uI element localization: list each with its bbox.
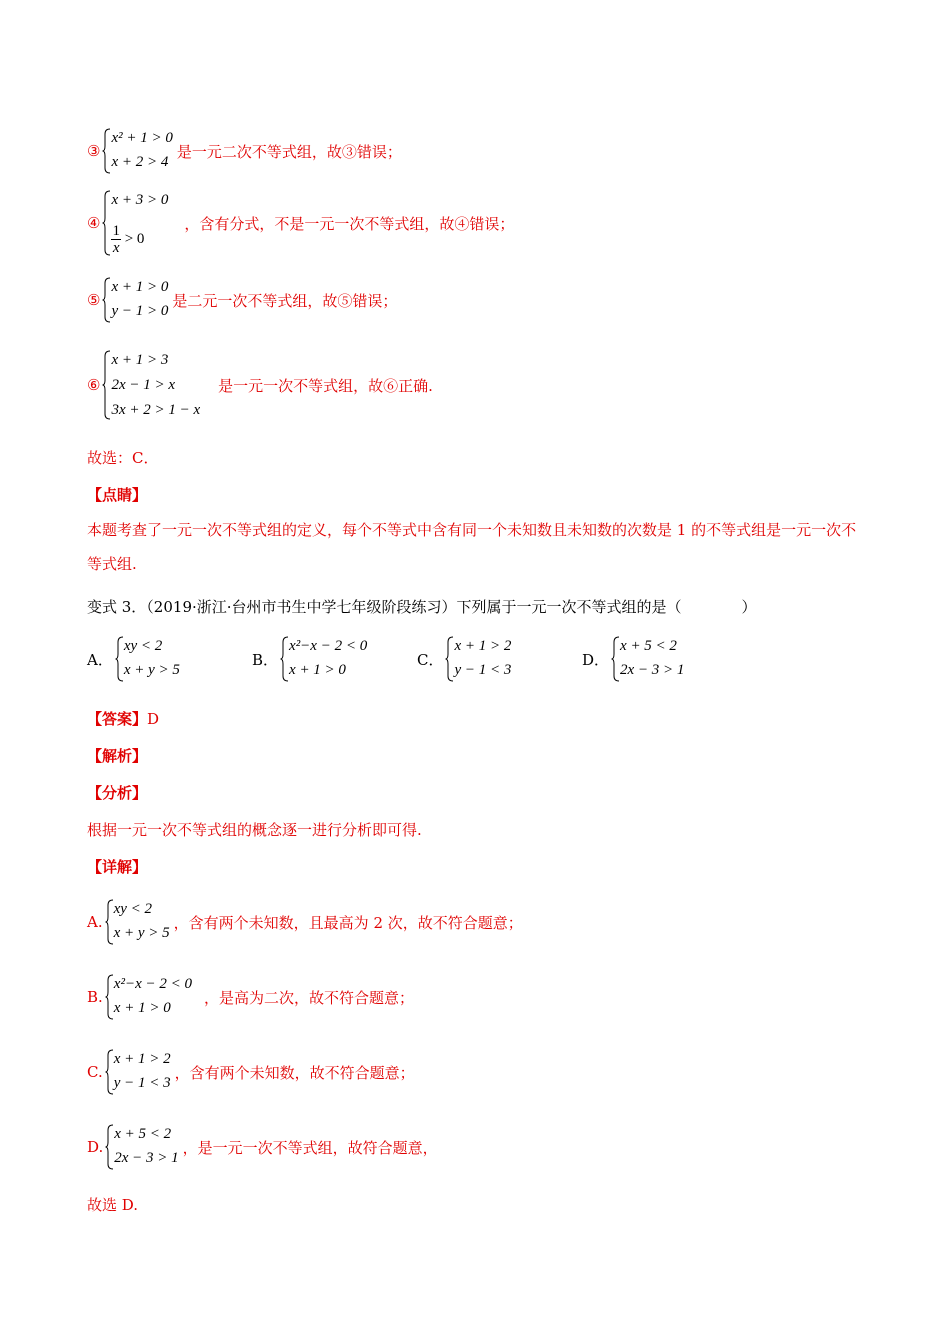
question-text: 变式 3．（2019·浙江·台州市书生中学七年级阶段练习）下列属于一元一次不等式组的是（ ） xyxy=(87,598,757,616)
left-brace-icon xyxy=(105,899,114,945)
item-3-line-1: x² + 1 > 0 xyxy=(111,130,173,146)
item-3-system xyxy=(102,128,172,174)
item-4-mark: ④ xyxy=(87,214,101,232)
item-4-text: ，含有分式，不是一元一次不等式组，故④错误； xyxy=(184,214,515,233)
dianjing-text: 本题考查了一元一次不等式组的定义，每个不等式中含有同一个未知数且未知数的次数是 1 的不等式组是一元一次不等式组. xyxy=(87,521,857,573)
item-6-mark: ⑥ xyxy=(87,376,101,394)
option-d[interactable]: D． x + 5 < 2 2x − 3 > 1 xyxy=(582,636,688,682)
item-6-system xyxy=(102,350,200,420)
dianjing-label: 【点睛】 xyxy=(87,486,148,504)
option-a[interactable]: A． xy < 2 x + y > 5 xyxy=(87,636,252,682)
xiangjie-label: 【详解】 xyxy=(87,858,148,876)
detail-d: D. x + 5 < 2 2x − 3 > 1 ，是一元一次不等式组，故符合题意， xyxy=(87,1124,438,1170)
option-c[interactable]: C． x + 1 > 2 y − 1 < 3 xyxy=(417,636,582,682)
item-4-line-1: x + 3 > 0 xyxy=(111,192,169,208)
item-5-line-2: y − 1 > 0 xyxy=(111,303,169,319)
choose-line-2: 故选 D. xyxy=(87,1196,139,1214)
detail-a: A. xy < 2 x + y > 5 ，含有两个未知数，且最高为 2 次，故不符合题意； xyxy=(87,899,523,945)
left-brace-icon xyxy=(115,636,124,682)
left-brace-icon xyxy=(105,1049,114,1095)
jiexi-label: 【解析】 xyxy=(87,747,148,765)
item-6-line-1: x + 1 > 3 xyxy=(111,352,169,368)
item-6-text: 是一元一次不等式组，故⑥正确. xyxy=(218,376,433,395)
left-brace-icon xyxy=(105,974,114,1020)
option-b[interactable]: B． x²−x − 2 < 0 x + 1 > 0 xyxy=(252,636,417,682)
choose-line-1: 故选：C． xyxy=(87,449,159,467)
item-6-line-2: 2x − 1 > x xyxy=(111,377,176,393)
answer-line xyxy=(87,708,159,729)
item-3-mark: ③ xyxy=(87,142,101,160)
options-row xyxy=(87,636,688,682)
fenxi-label: 【分析】 xyxy=(87,784,148,802)
item-5-line-1: x + 1 > 0 xyxy=(111,279,169,295)
left-brace-icon xyxy=(611,636,620,682)
item-4 xyxy=(87,190,514,256)
item-4-system xyxy=(102,190,168,256)
fenxi-text: 根据一元一次不等式组的概念逐一进行分析即可得. xyxy=(87,821,422,839)
item-6-line-3: 3x + 2 > 1 − x xyxy=(111,402,201,418)
detail-c: C. x + 1 > 2 y − 1 < 3 ，含有两个未知数，故不符合题意； xyxy=(87,1049,415,1095)
item-4-line-2: $\frac{1}{x}$ > 0 xyxy=(112,223,145,256)
item-5 xyxy=(87,277,397,323)
item-6 xyxy=(87,350,433,420)
item-5-text: 是二元一次不等式组，故⑤错误； xyxy=(172,291,398,310)
item-5-mark: ⑤ xyxy=(87,291,101,309)
item-3-text: 是一元二次不等式组，故③错误； xyxy=(176,142,402,161)
answer-label: 【答案】 xyxy=(87,710,148,728)
fraction: $\frac{1}{x}$ xyxy=(112,223,120,256)
answer-value: D xyxy=(147,709,160,728)
item-3 xyxy=(87,128,402,174)
item-3-line-2: x + 2 > 4 xyxy=(111,154,169,170)
left-brace-icon xyxy=(105,1124,114,1170)
detail-b: B. x²−x − 2 < 0 x + 1 > 0 ，是高为二次，故不符合题意； xyxy=(87,974,414,1020)
left-brace-icon xyxy=(280,636,289,682)
item-5-system xyxy=(102,277,168,323)
